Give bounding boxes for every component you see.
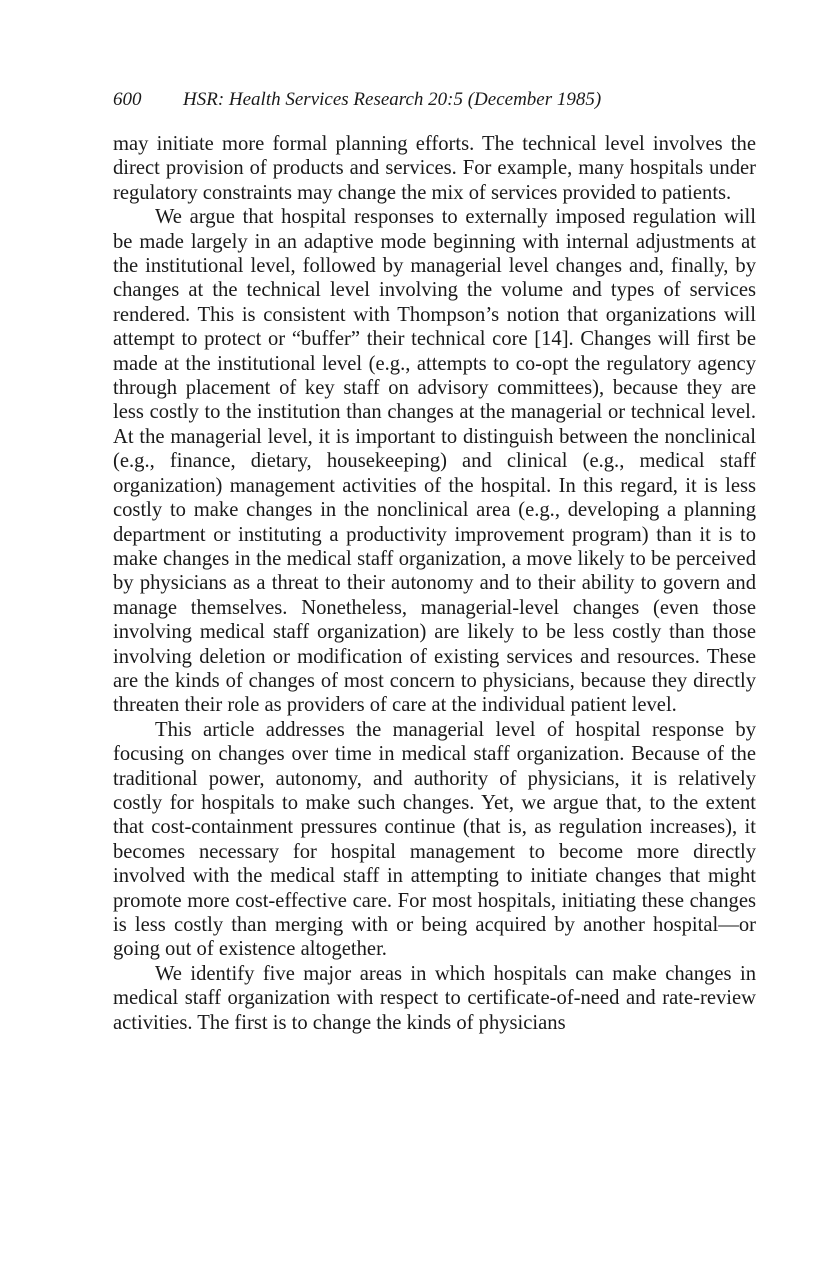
article-body	[113, 132, 756, 1035]
paragraph-adaptive-mode: We argue that hospital responses to externally imposed regulation will be made largely in an adaptive mode beginning with internal adjustments at the institutional level, followed by managerial level changes and, finally, by changes at the technical level involving the volume and types of services rendered. This is consistent with Thompson’s notion that organizations will attempt to protect or “buffer” their technical core [14]. Changes will first be made at the institutional level (e.g., attempts to co-opt the regulatory agency through placement of key staff on advisory committees), because they are less costly to the institution than changes at the managerial or technical level. At the managerial level, it is important to distinguish between the nonclinical (e.g., finance, dietary, housekeeping) and clinical (e.g., medical staff organization) management activities of the hospital. In this regard, it is less costly to make changes in the nonclinical area (e.g., developing a planning department or instituting a productivity improvement program) than it is to make changes in the medical staff organization, a move likely to be perceived by physicians as a threat to their autonomy and to their ability to govern and manage themselves. Nonetheless, managerial-level changes (even those involving medical staff organization) are likely to be less costly than those involving deletion or modification of existing services and resources. These are the kinds of changes of most concern to physicians, because they directly threaten their role as providers of care at the individual patient level.	[113, 206, 756, 717]
page-number: 600	[113, 89, 142, 110]
paragraph-managerial-level: This article addresses the managerial level of hospital response by focusing on changes over time in medical staff organization. Because of the traditional power, autonomy, and authority of physicians, it is relatively costly for hospitals to make such changes. Yet, we argue that, to the extent that cost-containment pressures continue (that is, as regulation increases), it becomes necessary for hospital management to become more directly involved with the medical staff in attempting to initiate changes that might promote more cost-effective care. For most hospitals, initiating these changes is less costly than merging with or being acquired by another hospital—or going out of existence altogether.	[113, 718, 756, 961]
paragraph-five-areas: We identify five major areas in which hospitals can make changes in medical staff organization with respect to certificate-of-need and rate-review activities. The first is to change the kinds of physicians	[113, 962, 756, 1034]
paragraph-continuation: may initiate more formal planning efforts. The technical level involves the direct provision of products and services. For example, many hospitals under regulatory constraints may change the mix of services provided to patients.	[113, 133, 756, 204]
running-header	[113, 88, 756, 112]
journal-page	[113, 88, 756, 1035]
journal-citation: HSR: Health Services Research 20:5 (December 1985)	[183, 89, 602, 110]
